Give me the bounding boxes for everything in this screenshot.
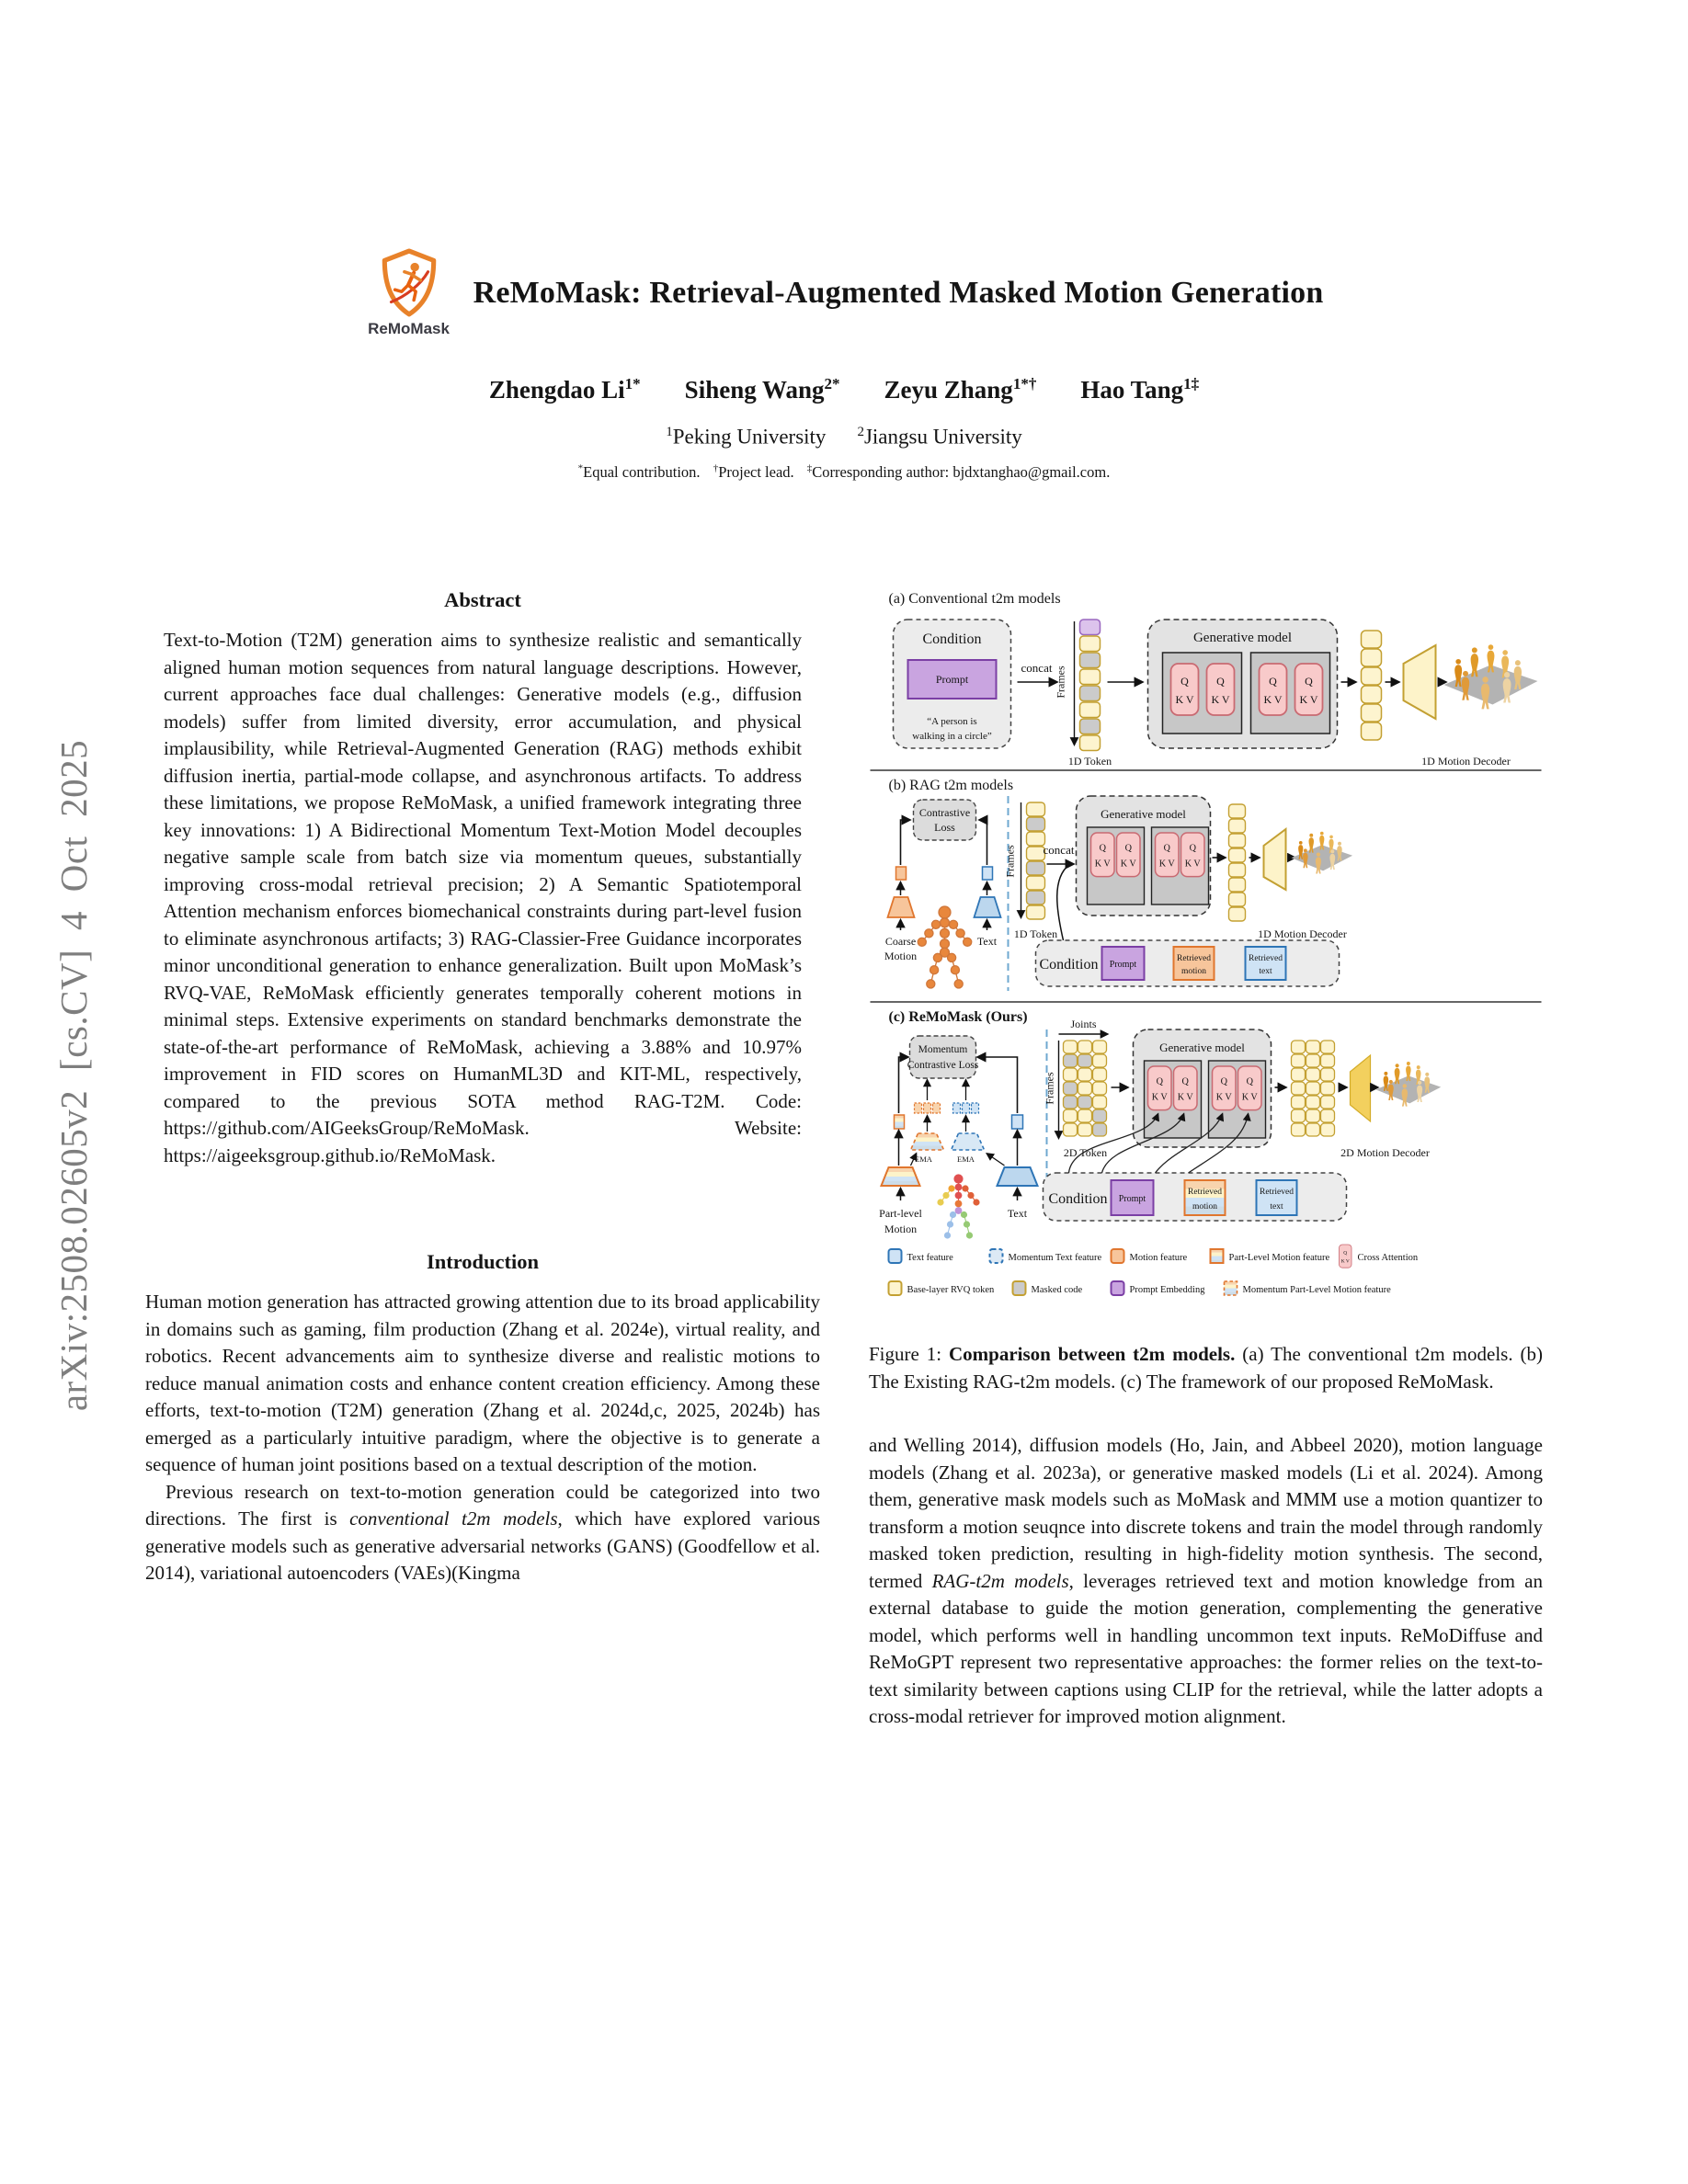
introduction-heading: Introduction — [426, 1250, 540, 1273]
part-level-label-1: Part-level — [879, 1207, 922, 1220]
momentum-text-feature-swatch — [990, 1249, 1003, 1263]
contrastive-label-2: Loss — [934, 821, 955, 834]
text-input-label: Text — [1007, 1207, 1028, 1220]
legend-label: Part-Level Motion feature — [1228, 1253, 1330, 1263]
panel-c — [879, 1009, 1441, 1239]
part-level-feature-token — [895, 1115, 905, 1129]
intro-paragraph-2: Previous research on text-to-motion generation could be categorized into two directions. The first is conventional t2m models, which have explored various generative models such as generative adversarial networks (GANS) (Goodfellow et al. 2014), variational autoencoders (VAEs)(Kingma — [145, 1480, 820, 1584]
affiliations-row — [0, 425, 1688, 449]
coarse-motion-label-1: Coarse — [884, 935, 917, 948]
panel-a — [889, 591, 1538, 768]
prompt-embedding-swatch — [1112, 1281, 1124, 1295]
abstract-body: Text-to-Motion (T2M) generation aims to synthesize realistic and semantically aligned human motion sequences from natural language descriptions. However, current approaches face dual challenges: Generative models (e.g., diffusion models) suffer from limited diversity, error accumulation, and physical implausibility, while Retrieval-Augmented Generation (RAG) methods exhibit diffusion inertia, partial-mode collapse, and asynchronous artifacts. To address these limitations, we propose ReMoMask, a unified framework integrating three key innovations: 1) A Bidirectional Momentum Text-Motion Model decouples negative sample scale from batch size via momentum queues, substantially improving cross-modal retrieval precision; 2) A Semantic Spatiotemporal Attention mechanism enforces biomechanical constraints during part-level fusion to eliminate asynchronous artifacts; 3) RAG-Classier-Free Guidance incorporates minor unconditional generation to enhance generalization. Built upon MoMask’s RVQ-VAE, ReMoMask efficiently generates temporally coherent motions in minimal steps. Extensive experiments on standard benchmarks demonstrate the state-of-the-art performance of ReMoMask, achieving a 3.88% and 10.97% improvement in FID scores on HumanML3D and KIT-ML, respectively, compared to the previous SOTA method RAG-T2M. Code: https://github.com/AIGeeksGroup/ReMoMask. Website: https://aigeeksgroup.github.io/ReMoMask. — [164, 629, 802, 1166]
momentum-part-level-encoder — [911, 1133, 944, 1150]
panel-b-label: (b) RAG t2m models — [888, 778, 1014, 793]
condition-feed-arrow — [1057, 865, 1069, 940]
footnote: ‡Corresponding author: bjdxtanghao@gmail.com. — [806, 462, 1111, 481]
ema-label: EMA — [957, 1155, 975, 1164]
prompt-quote-line1: “A person is — [927, 716, 977, 727]
authors-row — [0, 375, 1688, 404]
momentum-part-level-swatch — [1225, 1281, 1237, 1295]
condition-label: Condition — [922, 631, 982, 647]
panel-b — [884, 778, 1352, 991]
joints-axis-label: Joints — [1070, 1018, 1097, 1030]
token-1d-label: 1D Token — [1013, 927, 1058, 940]
text-encoder — [975, 897, 1001, 917]
concat-label: concat — [1043, 843, 1075, 857]
token-column-1d — [1027, 802, 1045, 919]
concat-label: concat — [1021, 661, 1053, 675]
ema-label: EMA — [915, 1155, 932, 1164]
momentum-text-tokens — [953, 1103, 979, 1113]
affiliation: $^2$Jiangsu University — [857, 425, 1022, 449]
part-level-skeleton-icon — [937, 1174, 979, 1238]
figure-1: Q K V (a) Conventional t2m models Condition Prompt “A person is walking in a circle” concat Frames 1D Token Generative model 1D Motion Decoder (b) RAG t2m models Contrastive Loss Coarse Motion Text Frames 1D Token concat Generative model 1D Motion Decoder Condition Prompt Retrieved motion Retrieved text (c) ReMoMask (Ours) Momentum Contrastive Loss EMA EMA Part-level Motion Text Joints Frames 2D Token Generative model 2D Motion Decoder Condition Prompt Retrieved motion Retrieved text Text feature Momentum Text feature Motion feature Part-Level Motion feature Cross Attention Base-layer RVQ token Masked code Prompt Embedding Momentum Part-Level Motion feature — [869, 586, 1543, 1322]
retrieved-motion-label-2: motion — [1192, 1202, 1217, 1211]
text-feature-token — [983, 867, 993, 880]
remomask-logo — [365, 248, 453, 338]
decoder-trapezoid — [1404, 645, 1436, 719]
decoder-trapezoid — [1351, 1055, 1371, 1121]
decoder-2d-label: 2D Motion Decoder — [1340, 1146, 1430, 1159]
prompt-quote-line2: walking in a circle” — [912, 731, 992, 742]
frames-axis-label: Frames — [1043, 1072, 1056, 1105]
author: Siheng Wang$^{2*}$ — [684, 375, 840, 404]
author: Hao Tang$^{1\ddagger}$ — [1080, 375, 1200, 404]
momentum-part-level-tokens — [915, 1103, 941, 1113]
prompt-label: Prompt — [1109, 960, 1137, 970]
frames-axis-label: Frames — [1003, 845, 1017, 878]
legend-label: Cross Attention — [1357, 1253, 1419, 1263]
legend-label: Masked code — [1031, 1285, 1083, 1295]
momentum-loss-label-2: Contrastive Loss — [907, 1060, 979, 1071]
arxiv-watermark: arXiv:2508.02605v2 [cs.CV] 4 Oct 2025 — [52, 739, 95, 1412]
decoder-1d-label: 1D Motion Decoder — [1258, 927, 1347, 940]
shield-runner-icon — [378, 248, 440, 318]
legend-label: Prompt Embedding — [1129, 1285, 1205, 1295]
retrieved-motion-label-1: Retrieved — [1188, 1188, 1222, 1197]
condition-label: Condition — [1048, 1191, 1108, 1207]
text-feature-swatch — [889, 1249, 902, 1263]
retrieved-text-label-2: text — [1259, 967, 1272, 976]
abstract-heading: Abstract — [444, 588, 521, 611]
token-2d-label: 2D Token — [1063, 1146, 1108, 1159]
output-token-column — [1362, 631, 1382, 740]
skeleton-icon — [918, 906, 972, 988]
legend-label: Base-layer RVQ token — [907, 1285, 995, 1295]
legend-label: Motion feature — [1129, 1253, 1188, 1263]
token-column-1d — [1080, 620, 1101, 751]
momentum-text-encoder — [952, 1133, 985, 1150]
retrieved-text-label-1: Retrieved — [1260, 1188, 1294, 1197]
output-token-grid-2d — [1292, 1041, 1335, 1136]
generative-model-label: Generative model — [1101, 807, 1186, 821]
coarse-motion-encoder — [888, 897, 915, 917]
condition-label: Condition — [1039, 957, 1099, 973]
masked-code-swatch — [1013, 1281, 1026, 1295]
token-grid-2d — [1064, 1041, 1107, 1136]
prompt-label: Prompt — [935, 673, 969, 686]
motion-feature-swatch — [1112, 1249, 1124, 1263]
retrieved-motion-label-2: motion — [1181, 967, 1206, 976]
retrieved-text-label-1: Retrieved — [1249, 954, 1283, 963]
text-encoder — [998, 1167, 1038, 1186]
footnote: †Project lead. — [713, 462, 794, 481]
contrastive-label-1: Contrastive — [918, 806, 971, 819]
header — [0, 248, 1688, 338]
footnote: *Equal contribution. — [577, 462, 701, 481]
panel-a-label: (a) Conventional t2m models — [888, 591, 1061, 607]
legend-label: Text feature — [907, 1253, 953, 1263]
output-token-column — [1229, 804, 1246, 921]
right-column-body: and Welling 2014), diffusion models (Ho, Jain, and Abbeel 2020), motion language models (Zhang et al. 2023a), or generative masked models (Li et al. 2024). Among them, generative mask models such as MoMask and MMM use a motion quantizer to transform a motion seuqnce into discrete tokens and train the model through randomly masked token prediction, resulting in high-fidelity motion synthesis. The second, termed RAG-t2m models, leverages retrieved text and motion knowledge from an external database to guide the motion generation, complementing the generative model, which performs well in handling uncommon text inputs. ReMoDiffuse and ReMoGPT represent two representative approaches: the former relies on the text-to-text similarity between captions using CLIP for the retrieval, while the latter adopts a cross-modal retriever for improved motion alignment. — [869, 1434, 1544, 1727]
frames-axis-label: Frames — [1054, 665, 1067, 699]
legend-label: Momentum Text feature — [1008, 1253, 1102, 1263]
author: Zhengdao $Li^{1*}$ — [488, 375, 641, 404]
momentum-contrastive-loss-box — [910, 1036, 976, 1078]
figure-legend — [889, 1245, 1419, 1295]
part-level-label-2: Motion — [884, 1223, 918, 1235]
left-column — [145, 588, 820, 1587]
part-level-motion-encoder — [882, 1167, 920, 1186]
affiliation: $^1$Peking University — [666, 425, 827, 449]
figure-caption: Figure 1: Comparison between t2m models. (a) The conventional t2m models. (b) The Existing RAG-t2m models. (c) The framework of our proposed ReMoMask. — [869, 1343, 1544, 1393]
coarse-motion-label-2: Motion — [884, 950, 918, 962]
legend-label: Momentum Part-Level Motion feature — [1242, 1285, 1391, 1295]
decoder-1d-label: 1D Motion Decoder — [1421, 755, 1511, 768]
prompt-label: Prompt — [1118, 1194, 1146, 1204]
part-level-motion-feature-swatch — [1211, 1249, 1224, 1263]
intro-paragraph-1: Human motion generation has attracted growing attention due to its broad applicability in domains such as gaming, film production (Zhang et al. 2024e), virtual reality, and robotics. Recent advancements aim to synthesize diverse and realistic motions to reduce manual animation costs and enhance content creation efficiency. Among these efforts, text-to-motion (T2M) generation (Zhang et al. 2024d,c, 2025, 2024b) has emerged as a particularly intuitive paradigm, where the objective is to generate a sequence of human joint positions based on a textual description of the motion. — [145, 1291, 820, 1475]
generative-model-label: Generative model — [1192, 631, 1293, 645]
panel-c-label: (c) ReMoMask (Ours) — [888, 1009, 1028, 1025]
generative-model-label: Generative model — [1159, 1041, 1245, 1054]
base-layer-rvq-token-swatch — [889, 1281, 902, 1295]
token-1d-label: 1D Token — [1067, 755, 1112, 768]
retrieved-text-label-2: text — [1270, 1202, 1283, 1211]
retrieved-motion-label-1: Retrieved — [1177, 954, 1211, 963]
text-feature-token — [1012, 1115, 1023, 1129]
momentum-loss-label-1: Momentum — [918, 1044, 968, 1055]
page-title: ReMoMask: Retrieval-Augmented Masked Motion Generation — [473, 276, 1324, 310]
author: Zeyu Zhang$^{1*\dagger}$ — [884, 375, 1037, 404]
right-column — [869, 586, 1543, 1731]
decoder-trapezoid — [1264, 829, 1286, 890]
footnote-row — [0, 462, 1688, 482]
logo-caption: ReMoMask — [368, 320, 450, 337]
text-input-label: Text — [976, 935, 998, 948]
motion-feature-token — [896, 867, 907, 880]
